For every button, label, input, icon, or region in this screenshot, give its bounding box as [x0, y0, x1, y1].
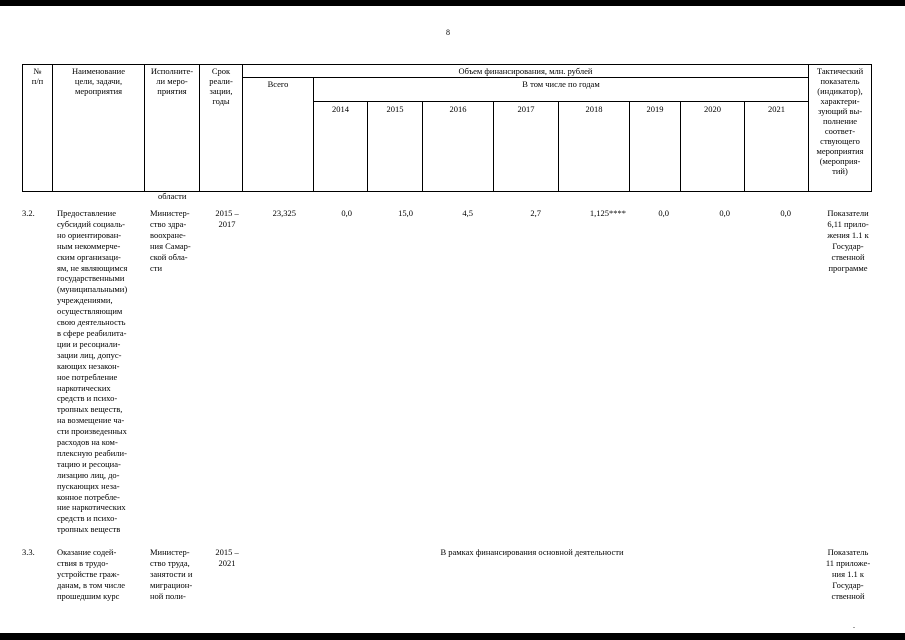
header-funding: Объем финансирования, млн. рублей [243, 65, 809, 78]
header-year: 2020 [681, 102, 745, 192]
executor-continuation: области [158, 191, 187, 201]
row-year-value: 0,0 [719, 208, 730, 218]
header-year: 2016 [423, 102, 494, 192]
stray-mark: . [853, 621, 855, 630]
header-year: 2021 [745, 102, 809, 192]
header-year: 2019 [630, 102, 681, 192]
header-year: 2018 [559, 102, 630, 192]
header-executor: Исполните- ли меро- приятия [145, 65, 200, 192]
bottom-border [0, 633, 905, 640]
row-number: 3.3. [22, 547, 35, 557]
row-executor: Министер- ство здра- воохране- ния Самар- ской обла- сти [150, 208, 191, 273]
row-name: Предоставление субсидий социаль- но ориентирован- ным некоммерче- ским организаци- ям, не являющимся государственными (муниципальными) учреждениями, осуществляющим свою деятельность в сфере реабилита- ции и ресоциали- зации лиц, допус- кающих незакон- ное потребление наркотических средств и психо- тропных веществ, на возмещение ча- сти произведенных расходов на ком- плексную реабили- тацию и ресоциа- лизацию лиц, до- пускающих неза- конное потребле- ние наркотических средств и психо- тропных веществ [57, 208, 128, 535]
row-year-value: 15,0 [398, 208, 413, 218]
header-total: Всего [243, 78, 314, 192]
row-indicator: Показатели 6,11 прило- жения 1.1 к Государ- ственной программе [827, 208, 869, 273]
row-indicator: Показатель 11 приложе- ния 1.1 к Государ- ственной [825, 547, 871, 601]
row-executor: Министер- ство труда, занятости и миграцион- ной поли- [150, 547, 193, 601]
header-indicator: Тактический показатель (индикатор), характери- зующий вы- полнение соотвeт- ствующего мероприятия (мероприя- тий) [809, 65, 872, 192]
header-year: 2017 [494, 102, 559, 192]
row-year-value: 4,5 [462, 208, 473, 218]
page-number: 8 [446, 28, 450, 37]
row-term: 2015 – 2017 [215, 208, 239, 229]
header-no: № п/п [23, 65, 53, 192]
header-name: Наименование цели, задачи, мероприятия [53, 65, 145, 192]
header-year: 2015 [368, 102, 423, 192]
top-border [0, 0, 905, 6]
row-year-value: 0,0 [341, 208, 352, 218]
row-number: 3.2. [22, 208, 35, 218]
row-funding-note: В рамках финансирования основной деятельности [440, 547, 624, 557]
header-table [22, 64, 872, 192]
row-total: 23,325 [272, 208, 296, 218]
row-year-value: 2,7 [530, 208, 541, 218]
row-name: Оказание содей- ствия в трудо- устройстве граж- данам, в том числе прошедшим курс [57, 547, 125, 601]
header-by-years: В том числе по годам [314, 78, 809, 102]
row-year-value: 0,0 [658, 208, 669, 218]
row-year-value: 0,0 [780, 208, 791, 218]
row-term: 2015 – 2021 [215, 547, 239, 568]
header-year: 2014 [314, 102, 368, 192]
row-year-value: 1,125**** [589, 208, 626, 218]
header-term: Срок реали- зации, годы [200, 65, 243, 192]
